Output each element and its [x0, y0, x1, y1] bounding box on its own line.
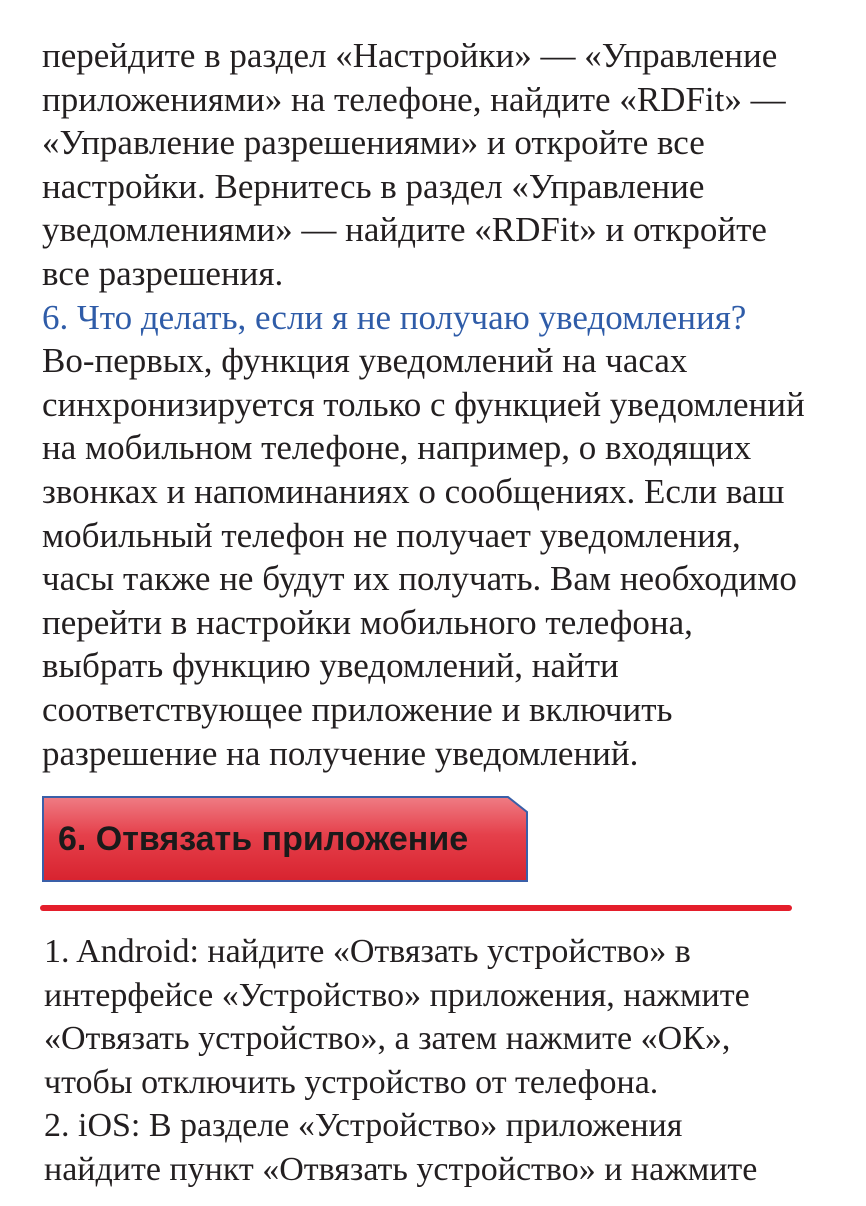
text-line: чтобы отключить устройство от телефона.	[44, 1063, 659, 1101]
faq-question-heading: 6. Что делать, если я не получаю уведомления?	[42, 297, 747, 337]
section-title: 6. Отвязать приложение	[58, 820, 469, 858]
text-line: часы также не будут их получать. Вам необходимо	[42, 559, 797, 599]
text-line: «Отвязать устройство», а затем нажмите «ОК»,	[44, 1020, 731, 1058]
text-line: Во-первых, функция уведомлений на часах	[42, 341, 688, 381]
text-line: интерфейсе «Устройство» приложения, нажмите	[44, 976, 750, 1014]
section-body	[44, 930, 854, 1192]
section-banner	[42, 796, 528, 882]
text-line: приложениями» на телефоне, найдите «RDFit» —	[42, 79, 786, 119]
text-line: перейти в настройки мобильного телефона,	[42, 602, 693, 642]
text-line: на мобильном телефоне, например, о входящих	[42, 428, 752, 468]
text-line: мобильный телефон не получает уведомления,	[42, 515, 741, 555]
text-line: настройки. Вернитесь в раздел «Управление	[42, 166, 705, 206]
section-divider	[40, 905, 792, 911]
text-line: «Управление разрешениями» и откройте все	[42, 123, 705, 163]
intro-paragraph	[42, 34, 852, 296]
text-line: все разрешения.	[42, 253, 284, 293]
text-line: выбрать функцию уведомлений, найти	[42, 646, 619, 686]
text-line: соответствующее приложение и включить	[42, 689, 673, 729]
text-line: найдите пункт «Отвязать устройство» и нажмите	[44, 1150, 758, 1188]
text-line: перейдите в раздел «Настройки» — «Управление	[42, 36, 778, 75]
text-line: 1. Android: найдите «Отвязать устройство» в	[44, 933, 691, 970]
document-page	[42, 34, 852, 775]
faq-answer-paragraph	[42, 339, 852, 775]
text-line: звонках и напоминаниях о сообщениях. Если ваш	[42, 471, 785, 511]
text-line: синхронизируется только с функцией уведомлений	[42, 384, 805, 424]
text-line: 2. iOS: В разделе «Устройство» приложения	[44, 1107, 683, 1145]
text-line: уведомлениями» — найдите «RDFit» и откройте	[42, 210, 767, 250]
unbind-instructions	[44, 930, 854, 1192]
text-line: разрешение на получение уведомлений.	[42, 733, 639, 773]
